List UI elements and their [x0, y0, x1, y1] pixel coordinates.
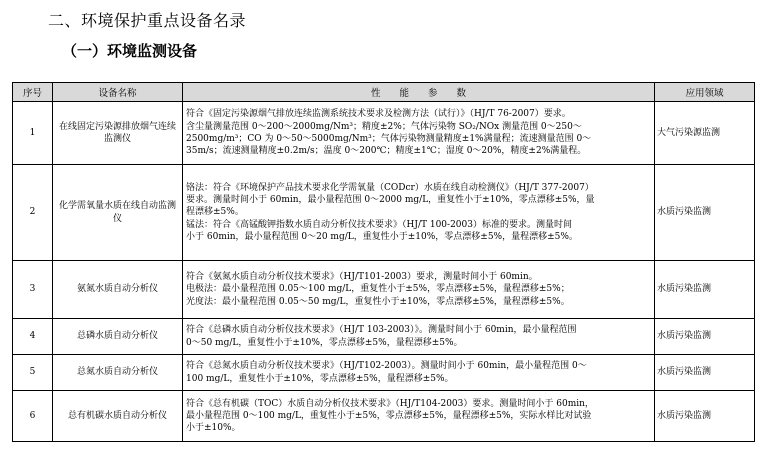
- row-name: 总有机碳水质自动分析仪: [53, 391, 183, 442]
- param-line: 小于 60min，最小量程范围 0～20 mg/L，重复性小于±10%，零点漂移±5%，量程漂移±5%。: [186, 231, 578, 242]
- row-seq: 1: [13, 102, 53, 165]
- row-name: 氨氮水质自动分析仪: [53, 261, 183, 319]
- row-params: [183, 319, 655, 355]
- table-row: [13, 355, 755, 391]
- row-name: 总氮水质自动分析仪: [53, 355, 183, 391]
- row-domain: 水质污染监测: [655, 391, 755, 442]
- param-line: 100 mg/L，重复性小于±10%，零点漂移±5%，量程漂移±5%。: [186, 373, 454, 384]
- param-line: 小于±10%。: [186, 423, 241, 434]
- header-name: 设备名称: [53, 83, 183, 102]
- equipment-table: [12, 82, 755, 442]
- row-domain: 水质污染监测: [655, 319, 755, 355]
- table-row: [13, 261, 755, 319]
- header-params: 性 能 参 数: [183, 83, 655, 102]
- param-line: 符合《总有机碳（TOC）水质自动分析仪技术要求》（HJ/T104-2003）要求。测量时间小于 60min，: [186, 398, 594, 409]
- row-name: 化学需氧量水质在线自动监测仪: [53, 165, 183, 261]
- row-name: 总磷水质自动分析仪: [53, 319, 183, 355]
- table-row: [13, 391, 755, 442]
- row-seq: 2: [13, 165, 53, 261]
- param-line: 含尘量测量范围 0～200～2000mg/Nm³；精度±2%；气体污染物 SO₂/NOx 测量范围 0～250～: [186, 121, 582, 132]
- row-name: 在线固定污染源排放烟气连续监测仪: [53, 102, 183, 165]
- row-domain: 水质污染监测: [655, 261, 755, 319]
- row-params: [183, 261, 655, 319]
- row-seq: 3: [13, 261, 53, 319]
- row-seq: 5: [13, 355, 53, 391]
- row-params: [183, 165, 655, 261]
- param-line: 35m/s；流速测量精度±0.2m/s；温度 0～200℃；精度±1℃；湿度 0～20%，精度±2%满量程。: [186, 146, 587, 157]
- param-line: 符合《总磷水质自动分析仪技术要求》（HJ/T 103-2003）》。测量时间小于 60min，最小量程范围: [186, 325, 577, 336]
- section-heading: 二、环境保护重点设备名录: [48, 11, 247, 30]
- param-line: 铬法：符合《环境保护产品技术要求化学需氧量（CODcr）水质在线自动检测仪》（HJ/T 377-2007）: [186, 182, 594, 193]
- row-seq: 6: [13, 391, 53, 442]
- param-line: 最小量程范围 0～100 mg/L，重复性小于±5%，零点漂移±5%，量程漂移±5%，实际水样比对试验: [186, 410, 592, 421]
- table-row: [13, 102, 755, 165]
- param-line: 符合《固定污染源烟气排放连续监测系统技术要求及检测方法（试行）》（HJ/T 76-2007）要求。: [186, 109, 571, 120]
- row-domain: 水质污染监测: [655, 165, 755, 261]
- param-line: 要求。测量时间小于 60min，最小量程范围 0～2000 mg/L，重复性小于±10%，零点漂移±5%，量: [186, 195, 595, 206]
- table-header-row: [13, 83, 755, 102]
- table-row: [13, 319, 755, 355]
- param-line: 符合《总氮水质自动分析仪技术要求》（HJ/T102-2003）。测量时间小于 60min，最小量程范围 0～: [186, 361, 587, 372]
- header-seq: 序号: [13, 83, 53, 102]
- param-line: 光度法：最小量程范围 0.05～50 mg/L，重复性小于±10%，零点漂移±5%，量程漂移±5%。: [186, 296, 570, 307]
- row-params: [183, 391, 655, 442]
- table-row: [13, 165, 755, 261]
- row-seq: 4: [13, 319, 53, 355]
- param-line: 电极法：最小量程范围 0.05～100 mg/L，重复性小于±5%，零点漂移±5%，量程漂移±5%；: [186, 284, 570, 295]
- param-line: 程漂移±5%。: [186, 207, 244, 218]
- param-line: 符合《氨氮水质自动分析仪技术要求》（HJ/T101-2003）要求，测量时间小于 60min。: [186, 272, 538, 283]
- param-line: 2500mg/m³；CO 为 0～50～5000mg/Nm³；气体污染物测量精度±1%满量程；流速测量范围 0～: [186, 134, 592, 144]
- param-line: 锰法：符合《高锰酸钾指数水质自动分析仪技术要求》（HJ/T 100-2003）标准的要求。测量时间: [186, 219, 572, 230]
- subsection-heading: （一）环境监测设备: [62, 42, 198, 60]
- row-domain: 水质污染监测: [655, 355, 755, 391]
- row-params: [183, 102, 655, 165]
- row-params: [183, 355, 655, 391]
- row-domain: 大气污染源监测: [655, 102, 755, 165]
- param-line: 0～50 mg/L，重复性小于±10%，零点漂移±5%，量程漂移±5%。: [186, 337, 463, 348]
- header-domain: 应用领域: [655, 83, 755, 102]
